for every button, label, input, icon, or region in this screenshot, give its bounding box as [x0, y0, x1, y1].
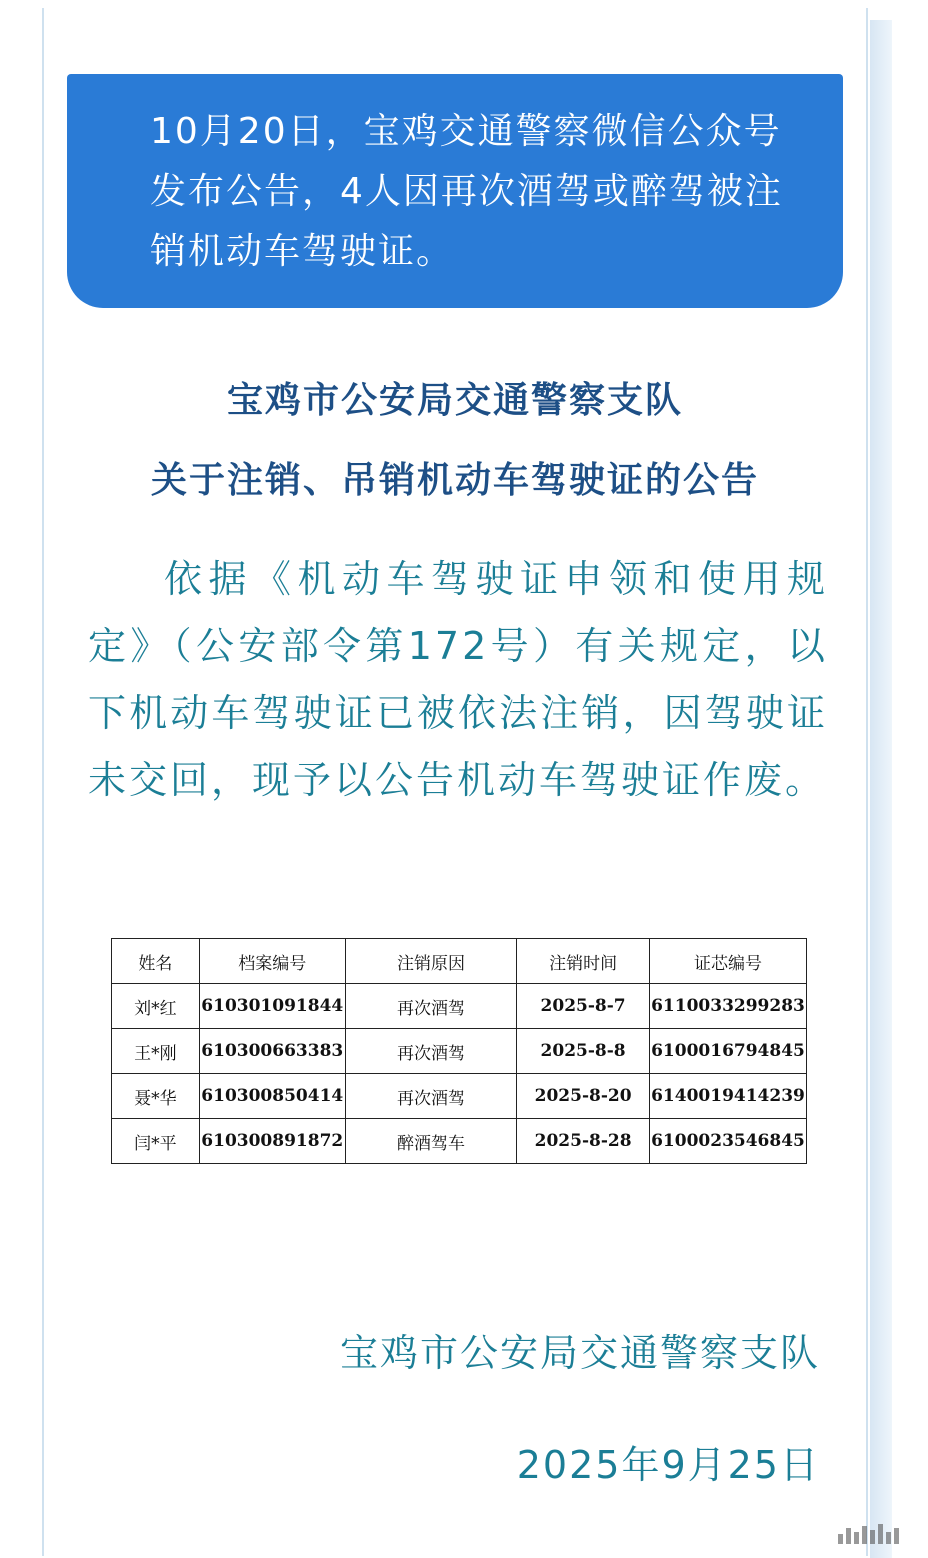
watermark-logo: [838, 1522, 910, 1544]
cell-file-number: 610300663383: [199, 1029, 345, 1074]
header-chip-number: 证芯编号: [649, 939, 806, 984]
table-row: [112, 1029, 807, 1074]
cell-reason: 再次酒驾: [345, 984, 516, 1029]
table-row: [112, 984, 807, 1029]
revoked-license-table: [111, 938, 807, 1164]
table-header-row: [112, 939, 807, 984]
page-edge-shadow: [870, 20, 892, 1558]
notice-title-issuer: 宝鸡市公安局交通警察支队: [226, 380, 683, 421]
cell-chip-number: 6100016794845: [649, 1029, 806, 1074]
cell-time: 2025-8-28: [517, 1119, 650, 1164]
cell-name: 王*刚: [112, 1029, 200, 1074]
cell-time: 2025-8-7: [517, 984, 650, 1029]
cell-chip-number: 6140019414239: [649, 1074, 806, 1119]
table-row: [112, 1074, 807, 1119]
signature-date: 2025年9月25日: [516, 1443, 820, 1487]
notice-body: 依据《机动车驾驶证申领和使用规定》（公安部令第172号）有关规定，以下机动车驾驶证已被依法注销，因驾驶证未交回，现予以公告机动车驾驶证作废。: [88, 557, 828, 802]
notice-title-subject: 关于注销、吊销机动车驾驶证的公告: [150, 460, 759, 501]
cell-chip-number: 6110033299283: [649, 984, 806, 1029]
header-time: 注销时间: [517, 939, 650, 984]
header-file-number: 档案编号: [199, 939, 345, 984]
cell-file-number: 610301091844: [199, 984, 345, 1029]
cell-name: 刘*红: [112, 984, 200, 1029]
cell-reason: 再次酒驾: [345, 1074, 516, 1119]
cell-chip-number: 6100023546845: [649, 1119, 806, 1164]
cell-time: 2025-8-8: [517, 1029, 650, 1074]
table-row: [112, 1119, 807, 1164]
cell-name: 聂*华: [112, 1074, 200, 1119]
header-reason: 注销原因: [345, 939, 516, 984]
cell-time: 2025-8-20: [517, 1074, 650, 1119]
summary-banner-text: 10月20日，宝鸡交通警察微信公众号发布公告，4人因再次酒驾或醉驾被注销机动车驾驶证。: [150, 111, 783, 272]
cell-reason: 再次酒驾: [345, 1029, 516, 1074]
signature-organization: 宝鸡市公安局交通警察支队: [339, 1331, 820, 1375]
header-name: 姓名: [112, 939, 200, 984]
cell-file-number: 610300850414: [199, 1074, 345, 1119]
cell-file-number: 610300891872: [199, 1119, 345, 1164]
cell-reason: 醉酒驾车: [345, 1119, 516, 1164]
cell-name: 闫*平: [112, 1119, 200, 1164]
